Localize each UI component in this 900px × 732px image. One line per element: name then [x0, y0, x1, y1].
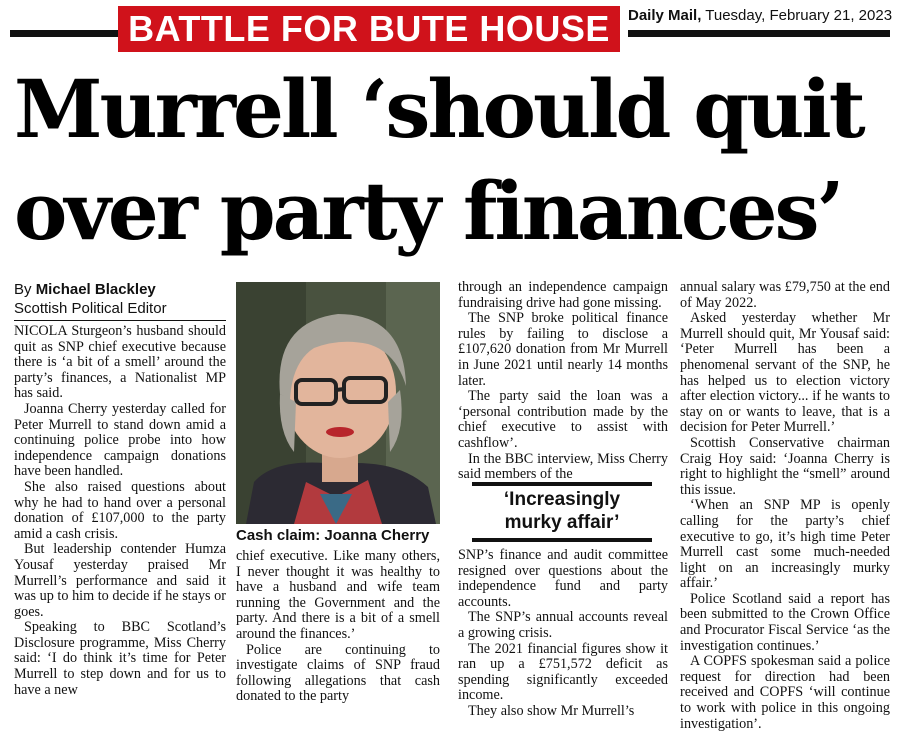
- paragraph: Joanna Cherry yesterday called for Peter Murrell to stand down amid a continuing police probe into how independence campaign donations have been handled.: [14, 400, 226, 480]
- paragraph: Police Scotland said a report has been submitted to the Crown Office and Procurator Fiscal Service ‘as the investigation continues.’: [680, 590, 890, 654]
- paragraph: chief executive. Like many others, I never thought it was healthy to have a husband and wife team running the Government and the party. And there is a bit of a smell around the finances.’: [236, 548, 440, 642]
- paper-name: Daily Mail,: [628, 7, 702, 24]
- paragraph: The SNP broke political finance rules by failing to disclose a £107,620 donation from Mr Murrell in June 2021 until nearly 14 months later.: [458, 310, 668, 389]
- article-column-3: [458, 280, 668, 483]
- pullquote-rule-bottom: [472, 538, 652, 542]
- paragraph: They also show Mr Murrell’s: [468, 702, 635, 719]
- headline-line-2: over party finances’: [14, 164, 842, 258]
- photo-caption: Cash claim: Joanna Cherry: [236, 527, 430, 544]
- article-column-4: [680, 280, 890, 732]
- paragraph: Asked yesterday whether Mr Murrell should quit, Mr Yousaf said: ‘Peter Murrell has been a phenomenal servant of the SNP, he has helped us to election victory after election victory... if he wants to stay on or wants to leave, that is a decision for Peter Murrell.’: [680, 310, 890, 436]
- portrait-photo: [236, 282, 440, 524]
- paragraph: Scottish Conservative chairman Craig Hoy said: ‘Joanna Cherry is right to highlight the “smell” around this issue.: [680, 434, 890, 498]
- dateline: [628, 7, 893, 24]
- pullquote: [460, 488, 664, 534]
- article-column-3-continued: [458, 548, 668, 720]
- paragraph: A COPFS spokesman said a police request for direction had been received and COPFS ‘will continue to work with police in this ongoing investigation’.: [680, 653, 890, 732]
- paragraph: NICOLA Sturgeon’s husband should quit as SNP chief executive because there is ‘a bit of a smell’ around the party’s finances, a Nationalist MP has said.: [14, 323, 226, 402]
- publication-date: Tuesday, February 21, 2023: [701, 7, 893, 24]
- section-kicker: BATTLE FOR BUTE HOUSE: [118, 6, 620, 52]
- article-column-2: [236, 549, 440, 705]
- portrait-illustration: [236, 282, 440, 524]
- byline: [14, 280, 224, 318]
- byline-prefix: By: [14, 281, 36, 298]
- byline-author: Michael Blackley: [35, 281, 156, 298]
- paragraph: The 2021 financial figures show it ran up a £751,572 deficit as spending significantly exceeded income.: [458, 640, 668, 704]
- headline-line-1: Murrell ‘should quit: [14, 62, 863, 156]
- header-rule-right: [628, 30, 890, 37]
- paragraph: The SNP’s annual accounts reveal a growing crisis.: [458, 609, 668, 641]
- pullquote-line-2: murky affair’: [504, 512, 620, 533]
- header-rule-left: [10, 30, 118, 37]
- pullquote-line-1: ‘Increasingly: [503, 489, 621, 510]
- pullquote-rule-top: [472, 482, 652, 486]
- byline-role: Scottish Political Editor: [14, 300, 167, 317]
- paragraph: Police are continuing to investigate claims of SNP fraud following allegations that cash donated to the party: [236, 641, 440, 705]
- paragraph: ‘When an SNP MP is openly calling for the party’s chief executive to go, it’s high time Peter Murrell cast some much-needed light on an increasingly murky affair.’: [680, 497, 890, 592]
- byline-divider: [14, 320, 226, 321]
- paragraph: through an independence campaign fundraising drive had gone missing.: [458, 279, 668, 311]
- paragraph: She also raised questions about why he had to hand over a personal donation of £107,000 to the party amid a cash crisis.: [14, 478, 226, 542]
- paragraph: Speaking to BBC Scotland’s Disclosure programme, Miss Cherry said: ‘I do think it’s time for Peter Murrell to step down and for us to have a new: [14, 619, 226, 698]
- paragraph: SNP’s finance and audit committee resigned over questions about the independence fund and party accounts.: [458, 547, 668, 610]
- paragraph: annual salary was £79,750 at the end of May 2022.: [680, 279, 890, 311]
- paragraph: In the BBC interview, Miss Cherry said members of the: [458, 450, 668, 483]
- article-column-1: [14, 324, 226, 698]
- paragraph: The party said the loan was a ‘personal contribution made by the chief executive to assist with cashflow’.: [458, 388, 668, 451]
- paragraph: But leadership contender Humza Yousaf yesterday praised Mr Murrell’s performance and said it was up to him to decide if he stays or goes.: [14, 541, 226, 620]
- page-header: [0, 0, 900, 60]
- headline: [14, 58, 894, 262]
